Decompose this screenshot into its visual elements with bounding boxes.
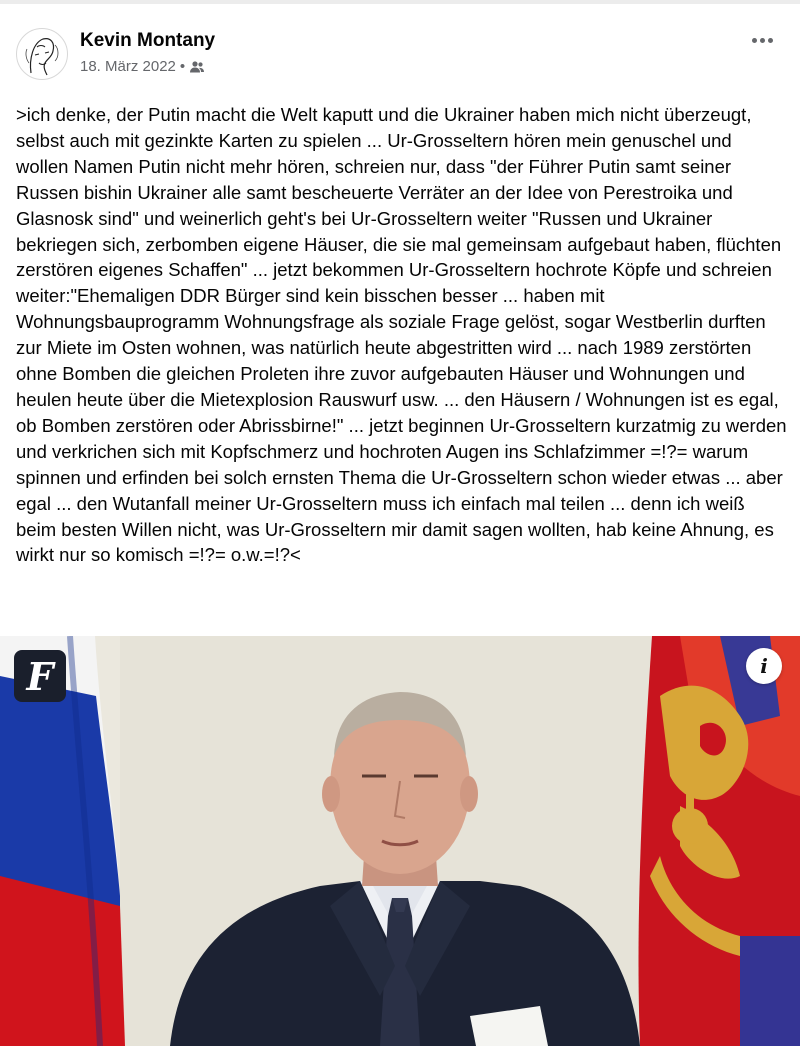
friends-icon[interactable] bbox=[189, 60, 205, 74]
source-logo-badge[interactable]: F bbox=[14, 650, 66, 702]
info-icon[interactable]: i bbox=[746, 648, 782, 684]
top-divider bbox=[0, 0, 800, 4]
avatar-sketch-icon bbox=[17, 29, 67, 79]
dot bbox=[768, 38, 773, 43]
presidential-standard-right bbox=[639, 636, 800, 1046]
author-avatar[interactable] bbox=[16, 28, 68, 80]
meta-separator: • bbox=[179, 58, 186, 75]
post-text: >ich denke, der Putin macht die Welt kaputt und die Ukrainer haben mich nicht überzeugt, selbst auch mit gezinkte Karten zu spielen ... Ur-Grosseltern hören mein genuschel und wollen Namen Putin nicht mehr hören, schreien nur, dass "der Führer Putin samt seiner Russen bishin Ukrainer alle samt bescheuerte Verräter an der Idee von Perestroika und Glasnosk sind" und weinerlich geht's bei Ur-Grosseltern weiter "Russen und Ukrainer bekriegen sich, zerbomben eigene Häuser, die sie mal gemeinsam aufgebaut haben, flüchten zerstören eigenes Schaffen" ... jetzt bekommen Ur-Grosseltern hochrote Köpfe und schreien weiter:"Ehemaligen DDR Bürger sind kein bisschen besser ... haben mit Wohnungsbauprogramm Wohnungsfrage als soziale Frage gelöst, sogar Westberlin durften zur Miete im Osten wohnen, was natürlich heute abgestritten wird ... nach 1989 zerstörten ohne Bomben die gleichen Proleten ihre zuvor aufgebauten Häuser und Wohnungen und heulen heute über die Mietexplosion Rauswurf usw. ... den Häusern / Wohnungen ist es egal, ob Bomben zerstören oder Abrissbirne!" ... jetzt beginnen Ur-Grosseltern kurzatmig zu werden und verkrichen sich mit Kopfschmerz und hochroten Augen ins Schlafzimmer =!?= warum spinnen und erfinden bei solch ernsten Thema die Ur-Grosseltern schon wieder etwas ... aber egal ... den Wutanfall meiner Ur-Grosseltern muss ich einfach mal teilen ... denn ich weiß beim besten Willen nicht, was Ur-Grosseltern mir damit sagen wollten, hab keine Ahnung, es wirkt nur so komisch =!?= o.w.=!?< bbox=[16, 104, 792, 566]
author-name[interactable]: Kevin Montany bbox=[80, 30, 216, 51]
dot bbox=[760, 38, 765, 43]
dot bbox=[752, 38, 757, 43]
post-date[interactable]: 18. März 2022 bbox=[80, 58, 176, 75]
post-meta bbox=[80, 58, 205, 75]
more-horizontal-icon[interactable] bbox=[748, 30, 776, 50]
post-photo[interactable] bbox=[0, 636, 800, 1046]
photo-illustration bbox=[0, 636, 800, 1046]
